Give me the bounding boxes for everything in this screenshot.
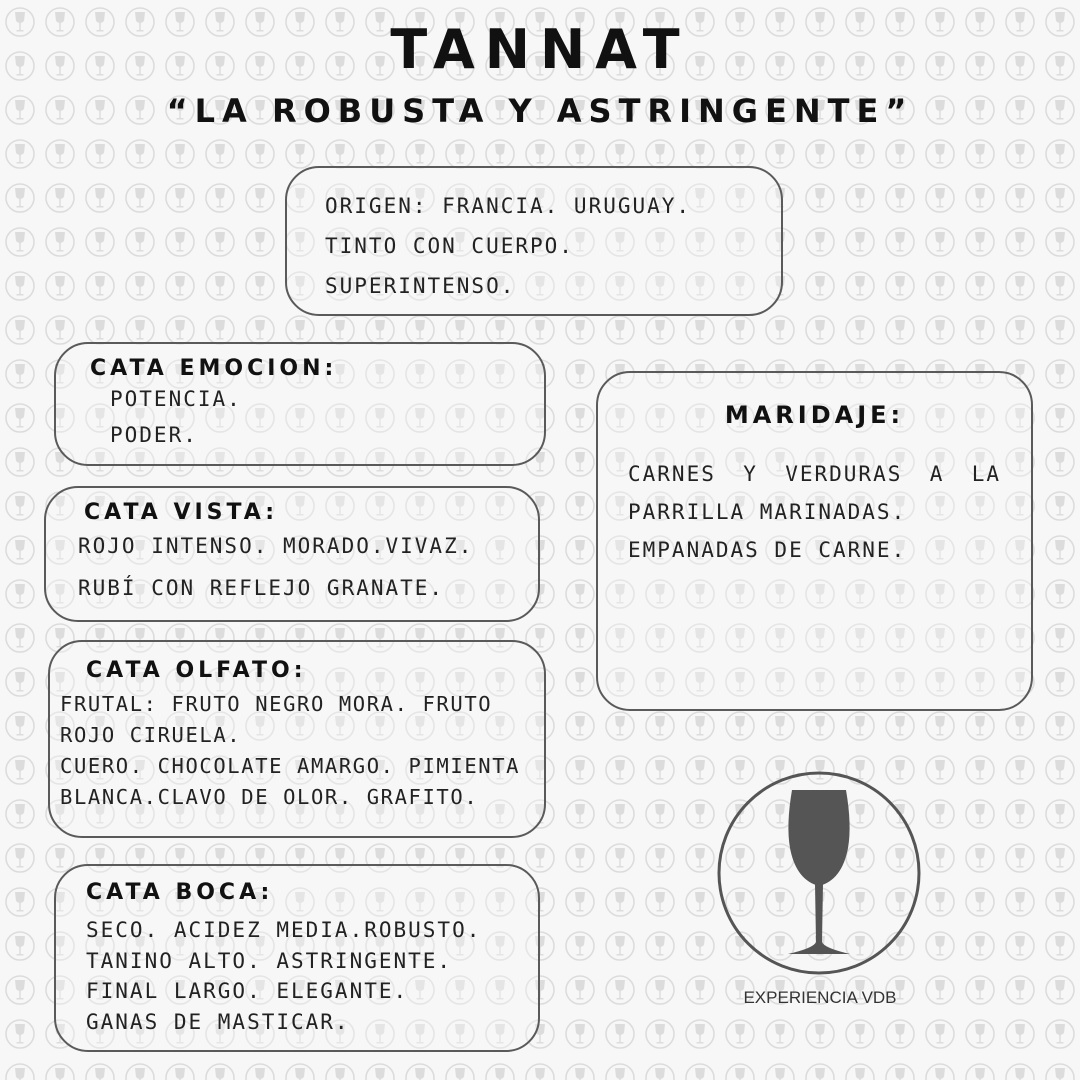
cata-vista-line: RUBÍ CON REFLEJO GRANATE.: [78, 576, 445, 600]
logo-caption: EXPERIENCIA VDB: [743, 988, 897, 1007]
page-subtitle: “LA ROBUSTA Y ASTRINGENTE”: [166, 92, 914, 130]
cata-boca-line: TANINO ALTO. ASTRINGENTE.: [86, 948, 453, 973]
maridaje-line: EMPANADAS DE CARNE.: [628, 538, 907, 562]
maridaje-heading: MARIDAJE:: [724, 401, 905, 429]
page-title: TANNAT: [390, 18, 690, 81]
origin-line: ORIGEN: FRANCIA. URUGUAY.: [325, 194, 692, 218]
cata-boca-heading: CATA BOCA:: [86, 880, 274, 905]
origin-line: TINTO CON CUERPO.: [325, 234, 574, 258]
cata-vista-heading: CATA VISTA:: [84, 500, 279, 525]
origin-box: [285, 166, 783, 316]
cata-olfato-line: FRUTAL: FRUTO NEGRO MORA. FRUTO ROJO CIRUELA.: [60, 692, 493, 747]
cata-emocion-line: PODER.: [110, 423, 198, 447]
maridaje-line: CARNES Y VERDURAS A LA PARRILLA MARINADAS.: [628, 462, 1001, 524]
cata-boca-line: FINAL LARGO. ELEGANTE.: [86, 979, 409, 1003]
wine-glass-icon: [716, 770, 922, 976]
cata-olfato-heading: CATA OLFATO:: [86, 658, 307, 683]
maridaje-box: [596, 371, 1033, 711]
cata-emocion-heading: CATA EMOCION:: [90, 356, 338, 381]
cata-emocion-box: [54, 342, 546, 466]
cata-olfato-line: CUERO. CHOCOLATE AMARGO. PIMIENTA BLANCA.CLAVO DE OLOR. GRAFITO.: [60, 754, 521, 809]
cata-vista-box: [44, 486, 540, 622]
cata-olfato-box: [48, 640, 546, 838]
origin-line: SUPERINTENSO.: [325, 274, 516, 298]
cata-boca-line: GANAS DE MASTICAR.: [86, 1009, 350, 1034]
cata-emocion-line: POTENCIA.: [110, 387, 242, 411]
cata-boca-line: SECO. ACIDEZ MEDIA.ROBUSTO.: [86, 918, 482, 942]
cata-boca-box: [54, 864, 540, 1052]
cata-vista-line: ROJO INTENSO. MORADO.VIVAZ.: [78, 534, 474, 558]
